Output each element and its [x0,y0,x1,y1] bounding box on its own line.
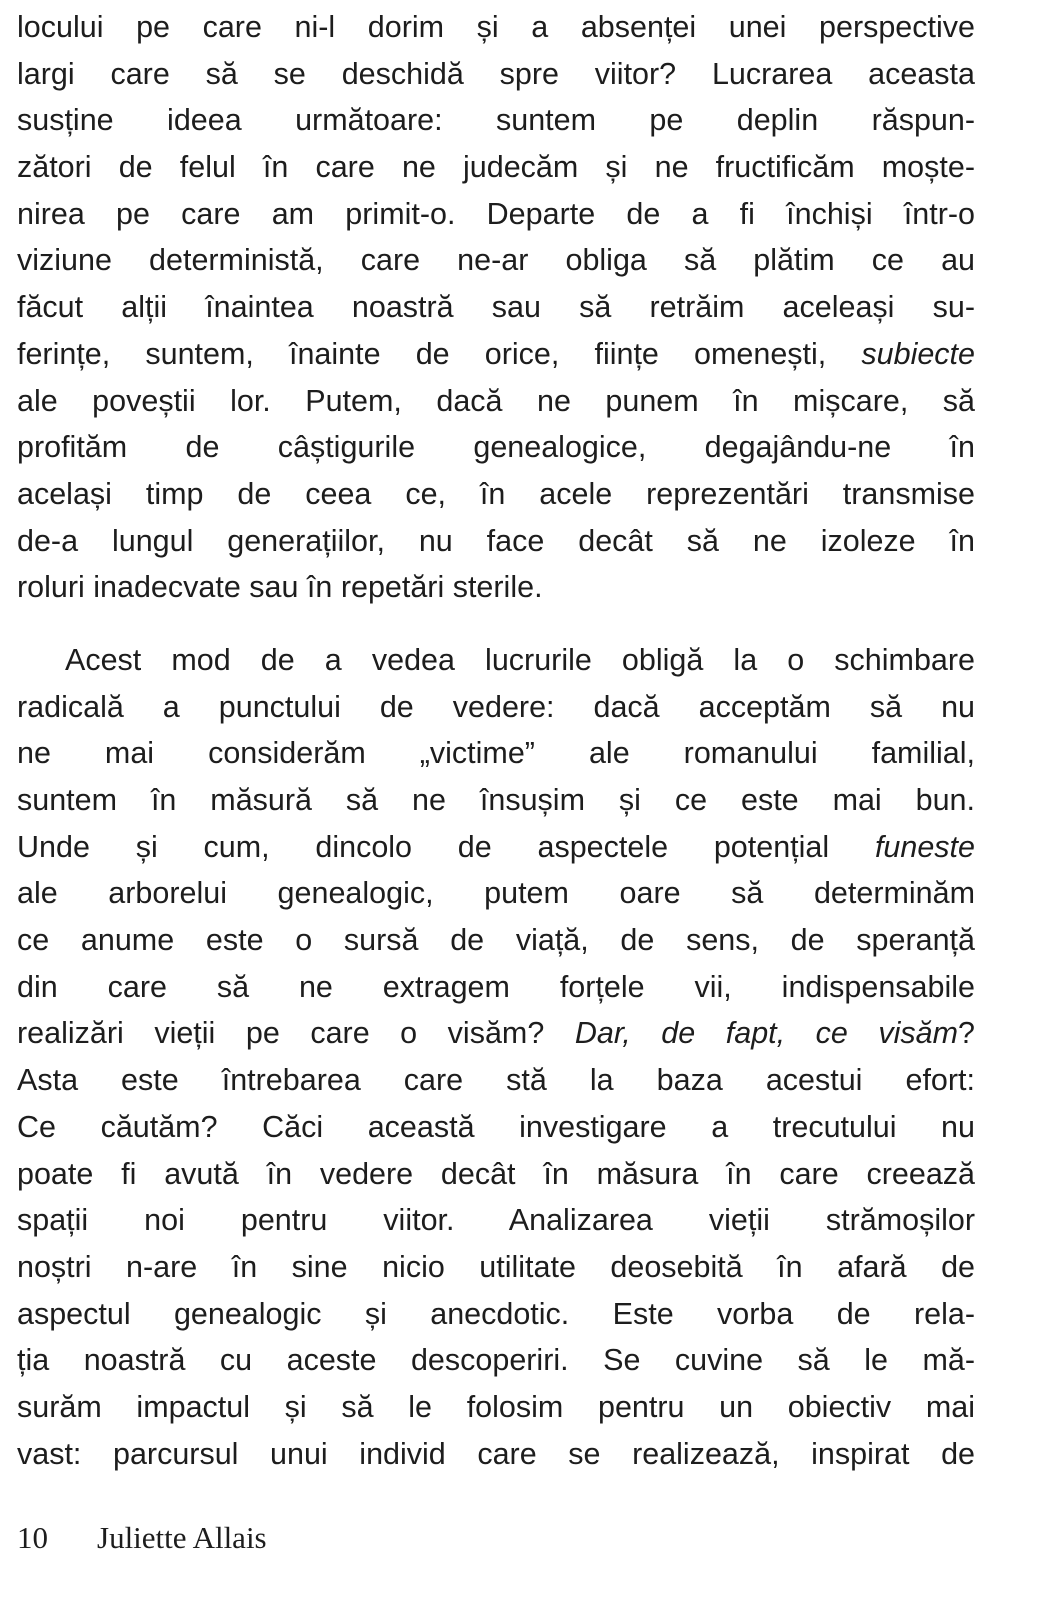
text-line: de-a lungul generațiilor, nu face decât să ne izoleze în [17,523,975,558]
text-line: aspectul genealogic și anecdotic. Este vorba de rela- [17,1296,975,1331]
text-line: viziune deterministă, care ne-ar obliga să plătim ce au [17,243,975,278]
text-line: ția noastră cu aceste descoperiri. Se cuvine să le mă- [17,1343,975,1378]
text-line: poate fi avută în vedere decât în măsura în care creează [17,1156,975,1191]
text-line: suntem în măsură să ne însușim și ce este mai bun. [17,783,975,817]
text-line: vast: parcursul unui individ care se realizează, inspirat de [17,1436,975,1471]
text-line: largi care să se deschidă spre viitor? Lucrarea aceasta [17,56,975,91]
text-segment: Unde și cum, dincolo de aspectele potențial [17,829,875,864]
text-line: Ce căutăm? Căci această investigare a trecutului nu [17,1109,975,1144]
text-segment: ? [958,1016,975,1051]
text-line: surăm impactul și să le folosim pentru un obiectiv mai [17,1389,975,1424]
text-line: ale poveștii lor. Putem, dacă ne punem în mișcare, să [17,383,975,418]
italic-text: Dar, de fapt, ce visăm [574,1016,959,1051]
running-author: Juliette Allais [97,1520,267,1555]
text-line: roluri inadecvate sau în repetări sterile. [17,570,543,605]
text-line: ne mai considerăm „victime” ale romanului familial, [17,736,975,771]
text-line [17,1010,975,1057]
paragraph [17,4,975,611]
italic-text: funeste [874,829,975,864]
page-footer [17,1520,267,1556]
text-line: profităm de câștigurile genealogice, degajându-ne în [17,430,975,465]
text-segment: ferințe, suntem, înainte de orice, ființe omenești, [17,336,862,371]
text-line: ale arborelui genealogic, putem oare să determinăm [17,876,975,911]
text-line [17,824,975,871]
text-line: nirea pe care am primit-o. Departe de a fi închiși într-o [17,196,975,231]
text-line: noștri n-are în sine nicio utilitate deosebită în afară de [17,1249,975,1284]
text-line: susține ideea următoare: suntem pe deplin răspun- [17,103,975,138]
italic-text: subiecte [861,336,975,371]
text-line [17,331,975,378]
page-number: 10 [17,1520,48,1555]
text-segment: realizări vieții pe care o visăm? [17,1016,575,1051]
text-line: spații noi pentru viitor. Analizarea vieții strămoșilor [17,1203,975,1238]
text-line: făcut alții înaintea noastră sau să retrăim aceleași su- [17,290,975,325]
text-line: același timp de ceea ce, în acele reprezentări transmise [17,476,975,511]
text-line: ce anume este o sursă de viață, de sens, de speranță [17,923,975,958]
text-line: Asta este întrebarea care stă la baza acestui efort: [17,1063,975,1098]
body-text [17,4,975,1477]
text-line: radicală a punctului de vedere: dacă acceptăm să nu [17,689,975,724]
paragraph [17,637,975,1477]
text-line: Acest mod de a vedea lucrurile obligă la o schimbare [65,642,975,677]
text-line: zători de felul în care ne judecăm și ne fructificăm moște- [17,150,975,185]
text-line: din care să ne extragem forțele vii, indispensabile [17,969,975,1004]
text-line: locului pe care ni-l dorim și a absenței unei perspective [17,10,975,44]
